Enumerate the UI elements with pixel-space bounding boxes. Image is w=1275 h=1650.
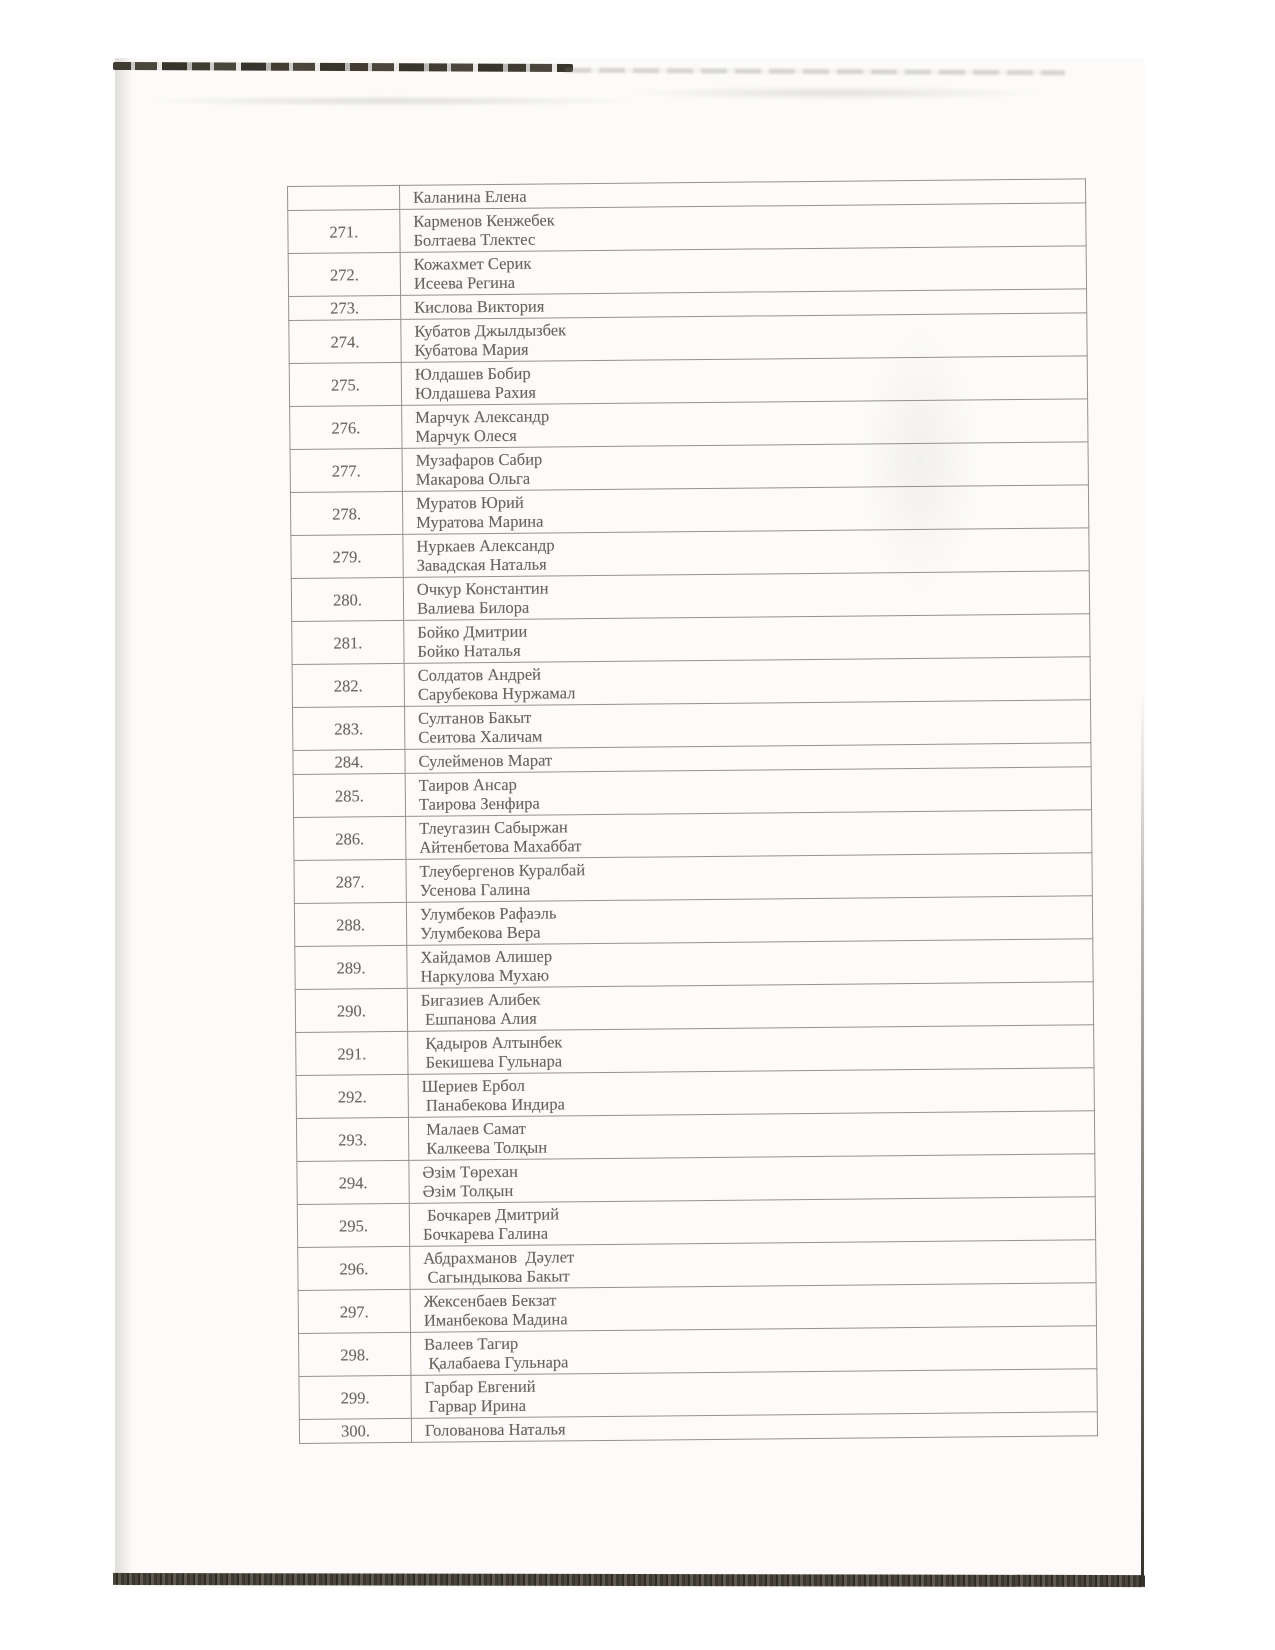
table-row <box>296 1025 1094 1076</box>
row-number: 286. <box>294 816 406 860</box>
table-row <box>290 442 1088 493</box>
row-names-cell <box>411 1369 1097 1419</box>
table-row <box>293 767 1091 818</box>
row-number: 298. <box>299 1332 411 1376</box>
person-name: Очкур Константин <box>416 578 549 599</box>
person-name: Каланина Елена <box>413 186 527 207</box>
row-number: 273. <box>289 295 401 320</box>
table-row <box>297 1197 1095 1248</box>
person-name: Исеева Регина <box>413 272 516 293</box>
person-name: Карменов Кенжебек <box>413 210 555 231</box>
person-name: Муратов Юрий <box>415 492 524 513</box>
person-name: Бочкарева Галина <box>422 1223 549 1244</box>
person-name: Музафаров Сабир <box>415 449 543 470</box>
row-number: 284. <box>293 749 405 774</box>
person-name: Улумбеков Рафаэль <box>419 903 557 924</box>
table-row <box>292 657 1090 708</box>
roster-table <box>287 178 1098 1444</box>
roster-table-container <box>287 178 1098 1444</box>
row-number: 271. <box>288 209 400 253</box>
table-row <box>298 1240 1096 1291</box>
person-name: Кубатова Мария <box>414 339 529 360</box>
table-row <box>296 1068 1094 1119</box>
scan-smudge <box>150 96 630 106</box>
table-row <box>299 1326 1097 1377</box>
person-name: Кубатов Джылдызбек <box>414 320 567 341</box>
person-name: Жексенбаев Бекзат <box>423 1290 557 1311</box>
row-names-cell <box>401 313 1087 363</box>
person-name: Калкеева Толқын <box>422 1137 548 1158</box>
table-row <box>291 571 1089 622</box>
scan-smudge <box>620 86 1050 100</box>
row-number: 285. <box>293 773 405 817</box>
row-number: 289. <box>295 945 407 989</box>
row-names-cell <box>405 700 1091 750</box>
person-name: Солдатов Андрей <box>417 664 542 685</box>
person-name: Сарубекова Нуржамал <box>417 683 576 704</box>
row-number: 287. <box>294 859 406 903</box>
person-name: Хайдамов Алишер <box>420 946 553 967</box>
table-row <box>294 853 1092 904</box>
person-name: Сулейменов Марат <box>418 750 553 771</box>
person-name: Султанов Бакыт <box>418 707 532 728</box>
person-name: Наркулова Мухаю <box>420 965 550 986</box>
person-name: Кислова Виктория <box>414 296 545 317</box>
row-number: 280. <box>291 577 403 621</box>
row-names-cell <box>401 356 1087 406</box>
person-name: Марчук Александр <box>415 406 550 427</box>
table-row <box>290 399 1088 450</box>
table-row <box>290 485 1088 536</box>
person-name: Юлдашев Бобир <box>414 363 531 384</box>
person-name: Ешпанова Алия <box>420 1008 537 1029</box>
person-name: Бойко Наталья <box>417 640 521 661</box>
table-row <box>288 246 1086 297</box>
person-name: Абдрахманов Дәулет <box>423 1247 575 1268</box>
table-row <box>293 700 1091 751</box>
table-row <box>299 1369 1097 1420</box>
row-names-cell <box>410 1283 1096 1333</box>
row-number: 295. <box>297 1203 409 1247</box>
person-name: Усенова Галина <box>419 879 531 900</box>
person-name: Нуркаев Александр <box>416 535 555 556</box>
row-names-cell <box>402 485 1088 535</box>
person-name: Гарвар Ирина <box>424 1395 527 1416</box>
table-row <box>295 982 1093 1033</box>
person-name: Бойко Дмитрии <box>417 621 528 642</box>
person-name: Әзім Төрехан <box>422 1161 519 1182</box>
table-row <box>297 1154 1095 1205</box>
table-row <box>289 356 1087 407</box>
paper-left-edge-shadow <box>115 58 133 1580</box>
row-number: 288. <box>294 902 406 946</box>
row-names-cell <box>406 810 1092 860</box>
row-names-cell <box>406 853 1092 903</box>
person-name: Панабекова Индира <box>421 1094 565 1115</box>
row-names-cell <box>400 246 1086 296</box>
row-names-cell <box>404 657 1090 707</box>
row-number: 282. <box>292 663 404 707</box>
person-name: Тлеугазин Сабыржан <box>419 817 568 838</box>
person-name: Таиров Ансар <box>418 774 517 795</box>
row-number: 272. <box>288 252 400 296</box>
person-name: Шериев Ербол <box>421 1075 526 1096</box>
person-name: Таирова Зенфира <box>418 793 540 814</box>
row-names-cell <box>402 399 1088 449</box>
row-names-cell <box>404 614 1090 664</box>
row-names-cell <box>408 1025 1094 1075</box>
person-name: Қадыров Алтынбек <box>421 1032 563 1053</box>
row-number: 279. <box>291 534 403 578</box>
table-row <box>298 1283 1096 1334</box>
row-number: 275. <box>289 362 401 406</box>
person-name: Айтенбетова Махаббат <box>419 836 582 857</box>
person-name: Марчук Олеся <box>415 425 517 446</box>
row-number: 300. <box>299 1418 411 1443</box>
row-number: 297. <box>298 1289 410 1333</box>
person-name: Кожахмет Серик <box>413 253 532 274</box>
row-number: 294. <box>297 1160 409 1204</box>
table-row <box>292 614 1090 665</box>
table-row <box>296 1111 1094 1162</box>
table-row <box>289 313 1087 364</box>
row-number: 277. <box>290 448 402 492</box>
row-names-cell <box>406 896 1092 946</box>
row-names-cell <box>400 203 1086 253</box>
person-name: Сеитова Халичам <box>418 726 543 747</box>
person-name: Валиева Билора <box>416 597 530 618</box>
person-name: Макарова Ольга <box>415 468 531 489</box>
row-number: 278. <box>290 491 402 535</box>
row-number <box>288 185 400 210</box>
row-number: 274. <box>289 319 401 363</box>
table-row <box>291 528 1089 579</box>
row-names-cell <box>407 939 1093 989</box>
table-row <box>294 810 1092 861</box>
scan-artifact-right-edge <box>1141 690 1144 1586</box>
row-number: 299. <box>299 1375 411 1419</box>
person-name: Малаев Самат <box>421 1118 526 1139</box>
row-names-cell <box>402 442 1088 492</box>
person-name: Юлдашева Рахия <box>414 382 537 403</box>
person-name: Тлеубергенов Куралбай <box>419 860 586 881</box>
row-number: 276. <box>290 405 402 449</box>
table-row <box>294 896 1092 947</box>
row-number: 291. <box>296 1031 408 1075</box>
row-number: 281. <box>292 620 404 664</box>
person-name: Завадская Наталья <box>416 554 547 575</box>
row-names-cell <box>403 528 1089 578</box>
person-name: Иманбекова Мадина <box>423 1309 568 1330</box>
person-name: Әзім Толқын <box>422 1180 514 1201</box>
row-number: 296. <box>298 1246 410 1290</box>
row-number: 292. <box>296 1074 408 1118</box>
person-name: Бекишева Гульнара <box>421 1051 563 1072</box>
row-names-cell <box>410 1240 1096 1290</box>
person-name: Болтаева Тлектес <box>413 229 536 250</box>
person-name: Сагындыкова Бакыт <box>423 1266 570 1287</box>
scan-artifact-bottom-strip <box>113 1573 1145 1587</box>
row-number: 293. <box>296 1117 408 1161</box>
table-row <box>288 203 1086 254</box>
row-number: 290. <box>295 988 407 1032</box>
row-names-cell <box>407 982 1093 1032</box>
roster-table-body <box>288 179 1098 1444</box>
person-name: Бигазиев Алибек <box>420 989 541 1010</box>
row-names-cell <box>409 1154 1095 1204</box>
row-names-cell <box>408 1068 1094 1118</box>
person-name: Бочкарев Дмитрий <box>422 1204 560 1225</box>
row-names-cell <box>405 767 1091 817</box>
row-names-cell <box>403 571 1089 621</box>
row-names-cell <box>408 1111 1094 1161</box>
person-name: Гарбар Евгений <box>424 1376 536 1397</box>
person-name: Улумбекова Вера <box>420 922 541 943</box>
row-number: 283. <box>293 706 405 750</box>
person-name: Қалабаева Гульнара <box>424 1352 569 1373</box>
row-names-cell <box>411 1326 1097 1376</box>
person-name: Муратова Марина <box>416 511 544 532</box>
person-name: Голованова Наталья <box>424 1419 566 1440</box>
person-name: Валеев Тагир <box>424 1333 519 1354</box>
table-row <box>295 939 1093 990</box>
row-names-cell <box>409 1197 1095 1247</box>
